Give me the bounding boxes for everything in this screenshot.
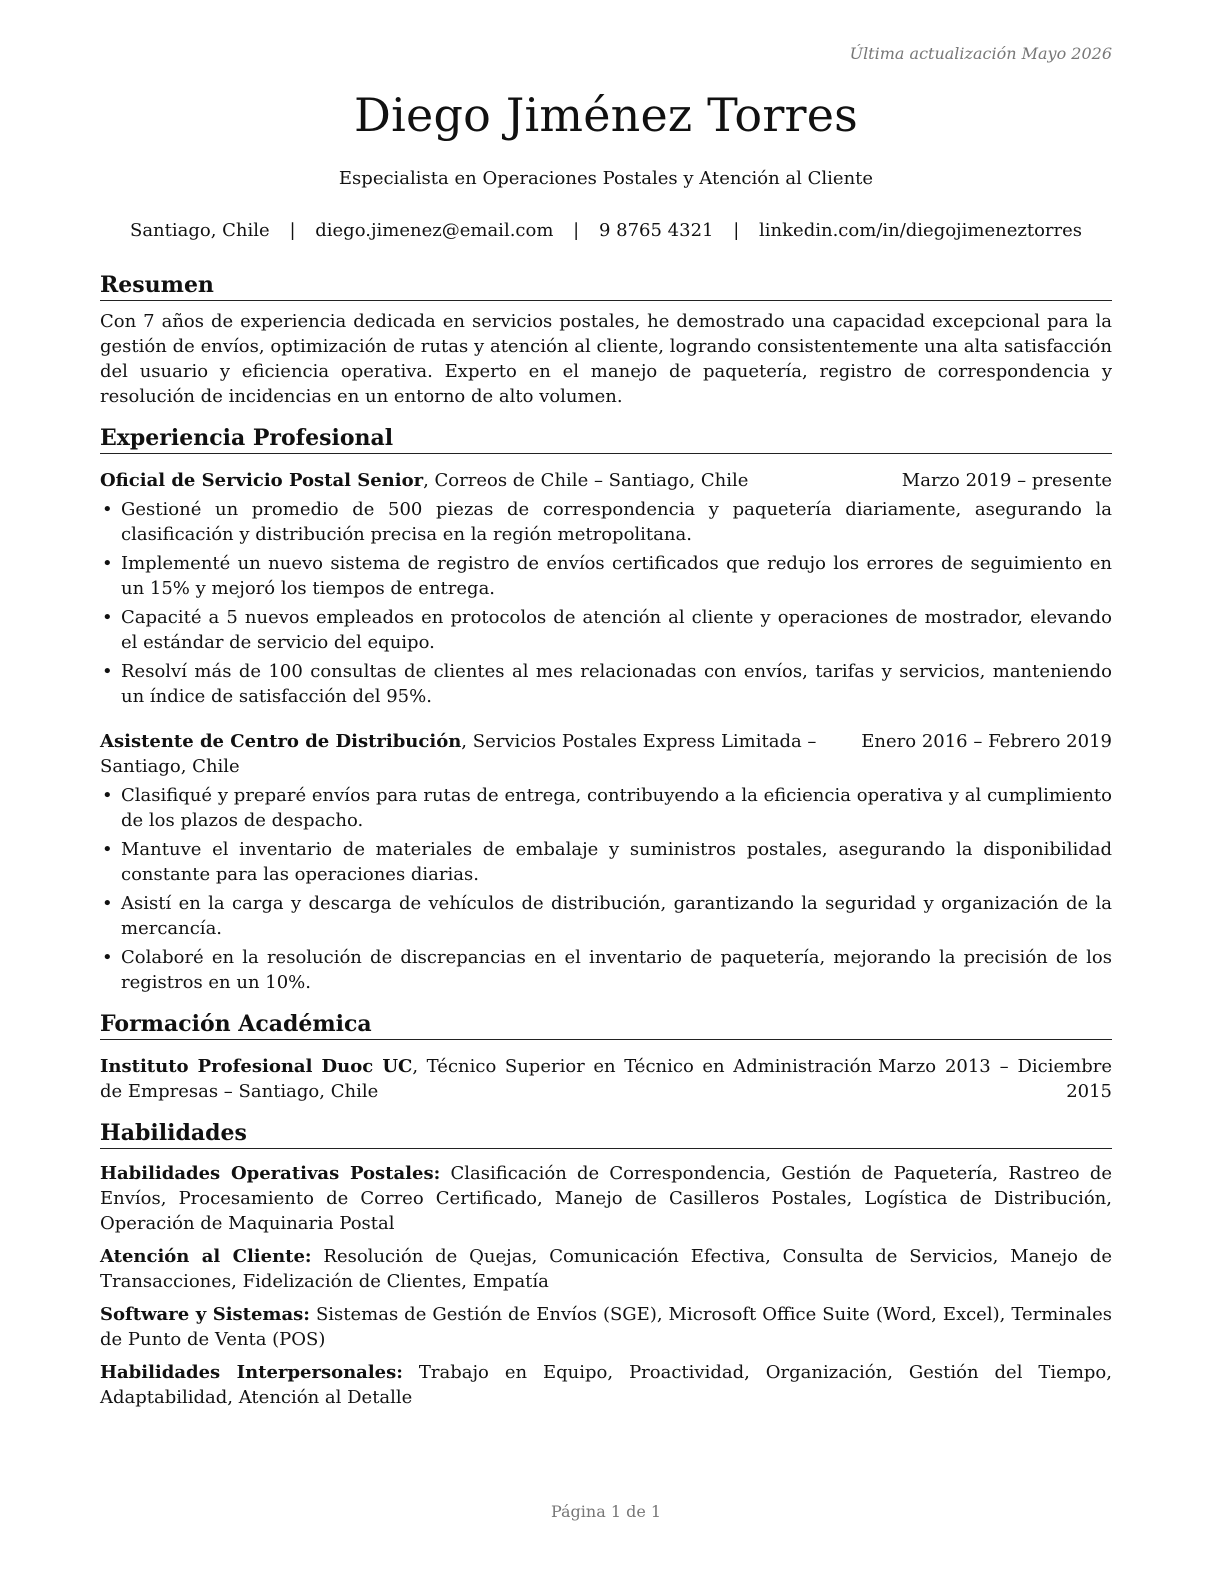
job-header bbox=[100, 468, 1112, 493]
list-item bbox=[100, 891, 1112, 941]
job-dates: Marzo 2019 – presente bbox=[901, 470, 1112, 491]
section-title-education: Formación Académica bbox=[100, 1011, 1112, 1040]
contact-separator: | bbox=[573, 220, 580, 241]
skills-section bbox=[100, 1120, 1112, 1410]
bullet-text: Colaboré en la resolución de discrepancias en el inventario de paquetería, mejorando la precisión de los registros en un 10%. bbox=[121, 947, 1112, 993]
education-section bbox=[100, 1011, 1112, 1104]
section-title-summary: Resumen bbox=[100, 272, 1112, 301]
bullet-icon: • bbox=[102, 785, 113, 806]
bullet-text: Mantuve el inventario de materiales de embalaje y suministros postales, asegurando la disponibilidad constante para las operaciones diarias. bbox=[121, 839, 1112, 885]
resume-page bbox=[100, 0, 1112, 1584]
education-entry bbox=[100, 1054, 1112, 1104]
job-company: , Correos de Chile – Santiago, Chile bbox=[423, 470, 749, 491]
candidate-tagline: Especialista en Operaciones Postales y Atención al Cliente bbox=[338, 168, 874, 189]
bullet-icon: • bbox=[102, 607, 113, 628]
job-entry bbox=[100, 468, 1112, 709]
page-number: Página 1 de 1 bbox=[550, 1502, 662, 1521]
contact-separator: | bbox=[289, 220, 296, 241]
contact-linkedin[interactable]: linkedin.com/in/diegojimeneztorres bbox=[759, 220, 1083, 241]
experience-section bbox=[100, 425, 1112, 995]
education-degree: , Técnico Superior en Técnico en Administración de Empresas – Santiago, Chile bbox=[100, 1056, 872, 1102]
resume-content bbox=[100, 272, 1112, 1426]
bullet-text: Capacité a 5 nuevos empleados en protocolos de atención al cliente y operaciones de mostrador, elevando el estándar de servicio del equipo. bbox=[121, 607, 1112, 653]
education-institution: Instituto Profesional Duoc UC bbox=[100, 1056, 413, 1077]
bullet-icon: • bbox=[102, 839, 113, 860]
education-dates: Marzo 2013 – Diciembre 2015 bbox=[878, 1056, 1112, 1102]
section-title-experience: Experiencia Profesional bbox=[100, 425, 1112, 454]
bullet-text: Implementé un nuevo sistema de registro de envíos certificados que redujo los errores de seguimiento en un 15% y mejoró los tiempos de entrega. bbox=[121, 553, 1112, 599]
bullet-text: Asistí en la carga y descarga de vehículos de distribución, garantizando la seguridad y organización de la mercancía. bbox=[121, 893, 1112, 939]
job-header bbox=[100, 729, 1112, 779]
skill-group bbox=[100, 1360, 1112, 1410]
summary-text: Con 7 años de experiencia dedicada en servicios postales, he demostrado una capacidad excepcional para la gestión de envíos, optimización de rutas y atención al cliente, logrando consistentemente una alta satisfacción del usuario y eficiencia operativa. Experto en el manejo de paquetería, registro de correspondencia y resolución de incidencias en un entorno de alto volumen. bbox=[100, 311, 1112, 407]
skill-group bbox=[100, 1161, 1112, 1236]
bullet-text: Gestioné un promedio de 500 piezas de correspondencia y paquetería diariamente, asegurando la clasificación y distribución precisa en la región metropolitana. bbox=[121, 499, 1112, 545]
skill-label: Habilidades Operativas Postales: bbox=[100, 1163, 441, 1184]
skill-items: Resolución de Quejas, Comunicación Efectiva, Consulta de Servicios, Manejo de Transacciones, Fidelización de Clientes, Empatía bbox=[100, 1246, 1113, 1292]
bullet-text: Resolví más de 100 consultas de clientes al mes relacionadas con envíos, tarifas y servicios, manteniendo un índice de satisfacción del 95%. bbox=[121, 661, 1112, 707]
job-bullets bbox=[100, 783, 1112, 995]
skill-group bbox=[100, 1244, 1112, 1294]
bullet-icon: • bbox=[102, 661, 113, 682]
job-bullets bbox=[100, 497, 1112, 709]
bullet-icon: • bbox=[102, 947, 113, 968]
skill-label: Atención al Cliente: bbox=[100, 1246, 312, 1267]
list-item bbox=[100, 497, 1112, 547]
contact-location: Santiago, Chile bbox=[129, 220, 270, 241]
section-title-skills: Habilidades bbox=[100, 1120, 1112, 1149]
job-dates: Enero 2016 – Febrero 2019 bbox=[861, 731, 1112, 752]
list-item bbox=[100, 551, 1112, 601]
list-item bbox=[100, 659, 1112, 709]
contact-phone: 9 8765 4321 bbox=[598, 220, 714, 241]
bullet-icon: • bbox=[102, 893, 113, 914]
skill-items: Sistemas de Gestión de Envíos (SGE), Microsoft Office Suite (Word, Excel), Terminales de Punto de Venta (POS) bbox=[100, 1304, 1112, 1350]
job-company: , Servicios Postales Express Limitada – Santiago, Chile bbox=[100, 731, 817, 777]
contact-separator: | bbox=[733, 220, 740, 241]
skill-group bbox=[100, 1302, 1112, 1352]
bullet-text: Clasifiqué y preparé envíos para rutas de entrega, contribuyendo a la eficiencia operativa y al cumplimiento de los plazos de despacho. bbox=[121, 785, 1112, 831]
last-updated: Última actualización Mayo 2026 bbox=[849, 44, 1112, 63]
skill-items: Trabajo en Equipo, Proactividad, Organización, Gestión del Tiempo, Adaptabilidad, Atención al Detalle bbox=[100, 1362, 1112, 1408]
contact-line bbox=[100, 220, 1112, 241]
list-item bbox=[100, 945, 1112, 995]
bullet-icon: • bbox=[102, 553, 113, 574]
skill-label: Habilidades Interpersonales: bbox=[100, 1362, 403, 1383]
contact-email[interactable]: diego.jimenez@email.com bbox=[315, 220, 554, 241]
candidate-name: Diego Jiménez Torres bbox=[354, 88, 858, 142]
bullet-icon: • bbox=[102, 499, 113, 520]
skill-items: Clasificación de Correspondencia, Gestión de Paquetería, Rastreo de Envíos, Procesamiento de Correo Certificado, Manejo de Casilleros Postales, Logística de Distribución, Operación de Maquinaria Postal bbox=[100, 1163, 1112, 1234]
job-role: Asistente de Centro de Distribución bbox=[100, 731, 462, 752]
list-item bbox=[100, 837, 1112, 887]
summary-section bbox=[100, 272, 1112, 409]
job-role: Oficial de Servicio Postal Senior bbox=[100, 470, 424, 491]
job-entry bbox=[100, 729, 1112, 995]
list-item bbox=[100, 605, 1112, 655]
list-item bbox=[100, 783, 1112, 833]
skill-label: Software y Sistemas: bbox=[100, 1304, 310, 1325]
